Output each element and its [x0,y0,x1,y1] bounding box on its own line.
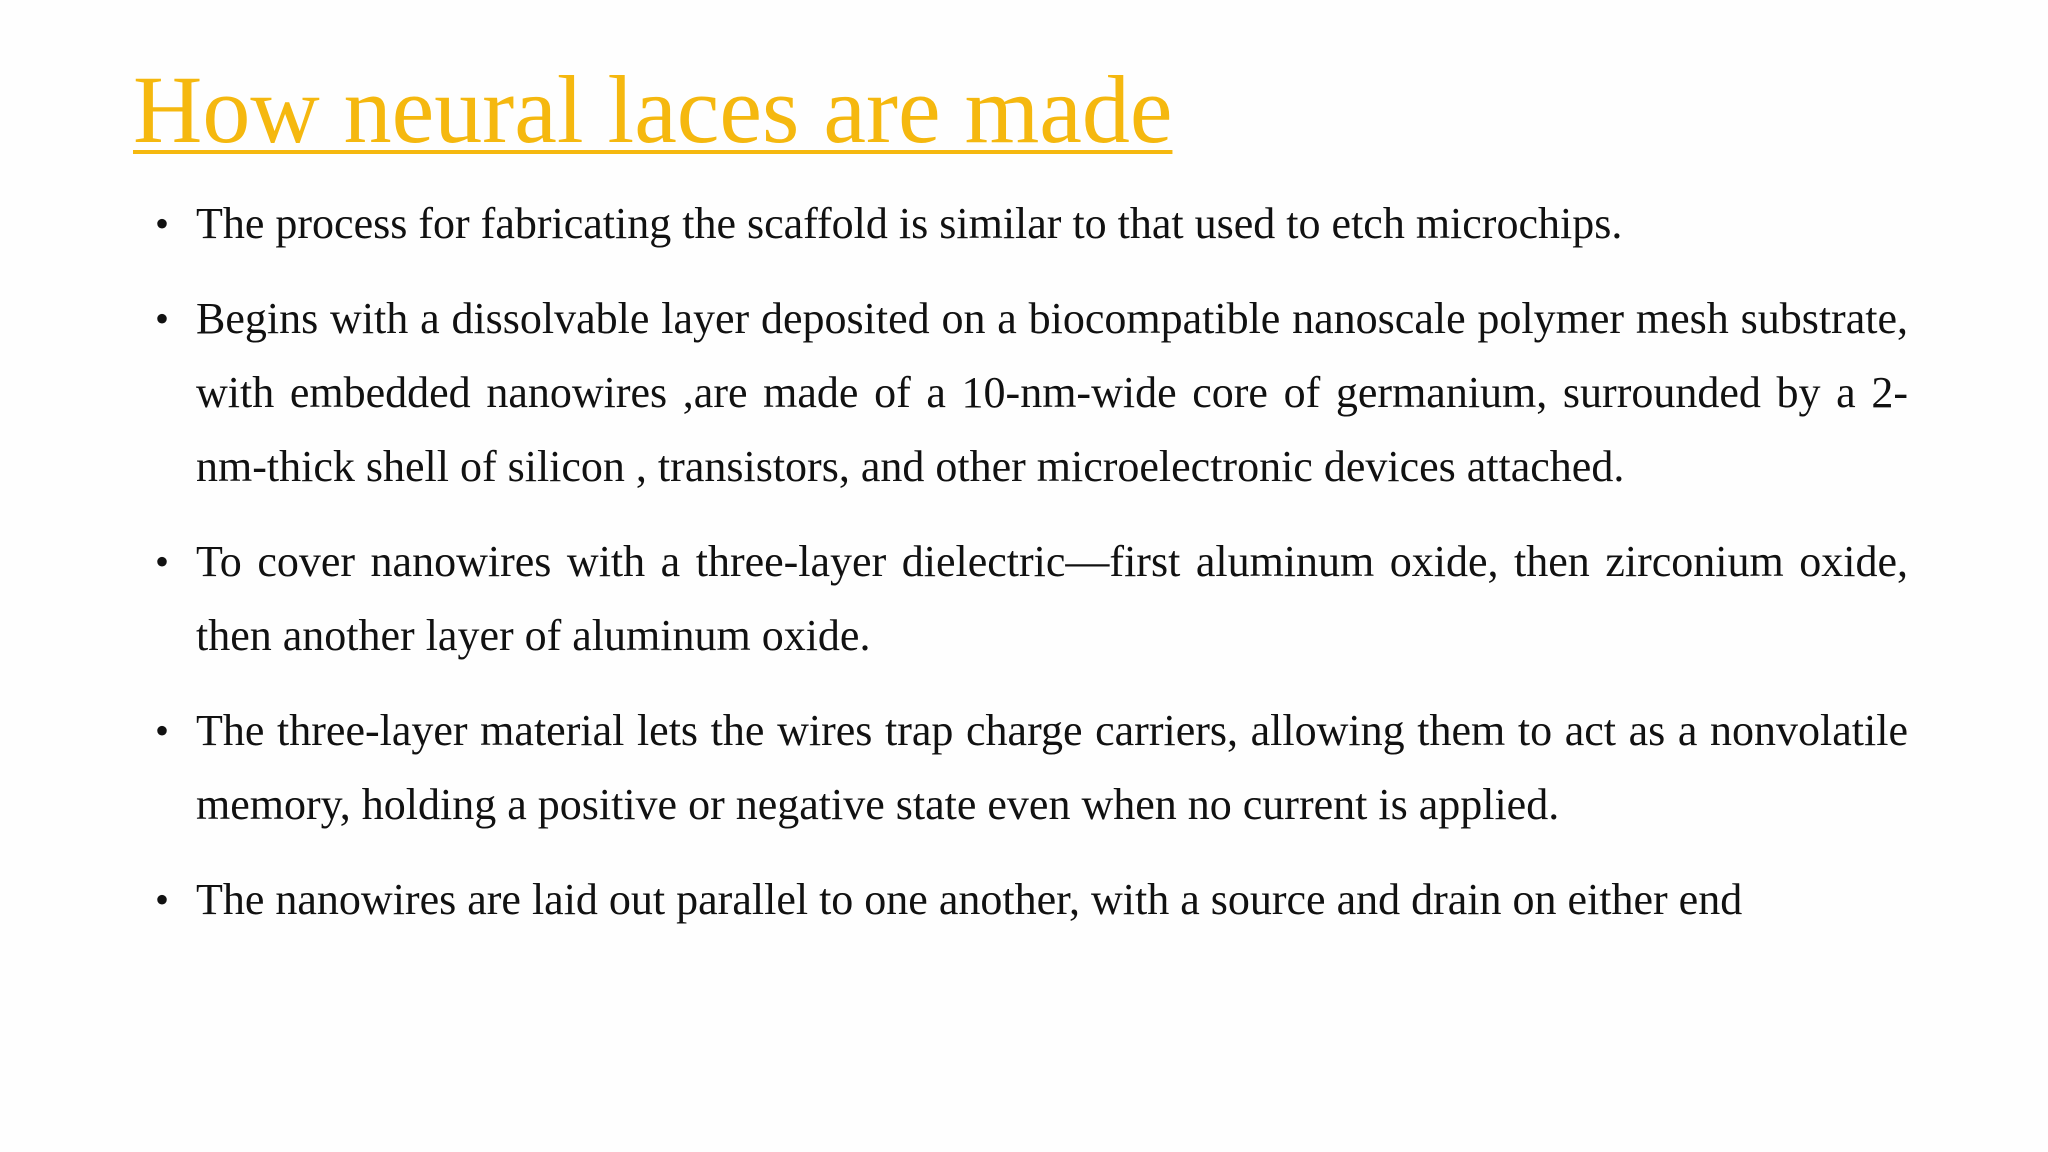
bullet-dot: • [155,296,170,341]
bullet-item [133,525,1908,673]
bullet-text: The nanowires are laid out parallel to one another, with a source and drain on either end [196,875,1743,924]
bullet-text: Begins with a dissolvable layer deposited on a biocompatible nanoscale polymer mesh substrate, with embedded nanowires ,are made of a 10-nm-wide core of germanium, surrounded by a 2-nm-thick shell of silicon , transistors, and other microelectronic devices attached. [196,294,1908,491]
bullet-dot: • [155,539,170,584]
bullet-text: The process for fabricating the scaffold is similar to that used to etch microchips. [196,199,1623,248]
bullet-item [133,863,1908,937]
bullet-text: To cover nanowires with a three-layer dielectric—first aluminum oxide, then zirconium oxide, then another layer of aluminum oxide. [196,537,1908,660]
bullet-item [133,282,1908,504]
slide-title: How neural laces are made [133,56,1173,163]
bullet-text: The three-layer material lets the wires trap charge carriers, allowing them to act as a nonvolatile memory, holding a positive or negative state even when no current is applied. [196,706,1908,829]
bullet-item [133,187,1908,261]
bullet-item [133,694,1908,842]
bullet-dot: • [155,708,170,753]
bullet-dot: • [155,877,170,922]
bullet-dot: • [155,201,170,246]
bullet-list [133,187,1908,937]
